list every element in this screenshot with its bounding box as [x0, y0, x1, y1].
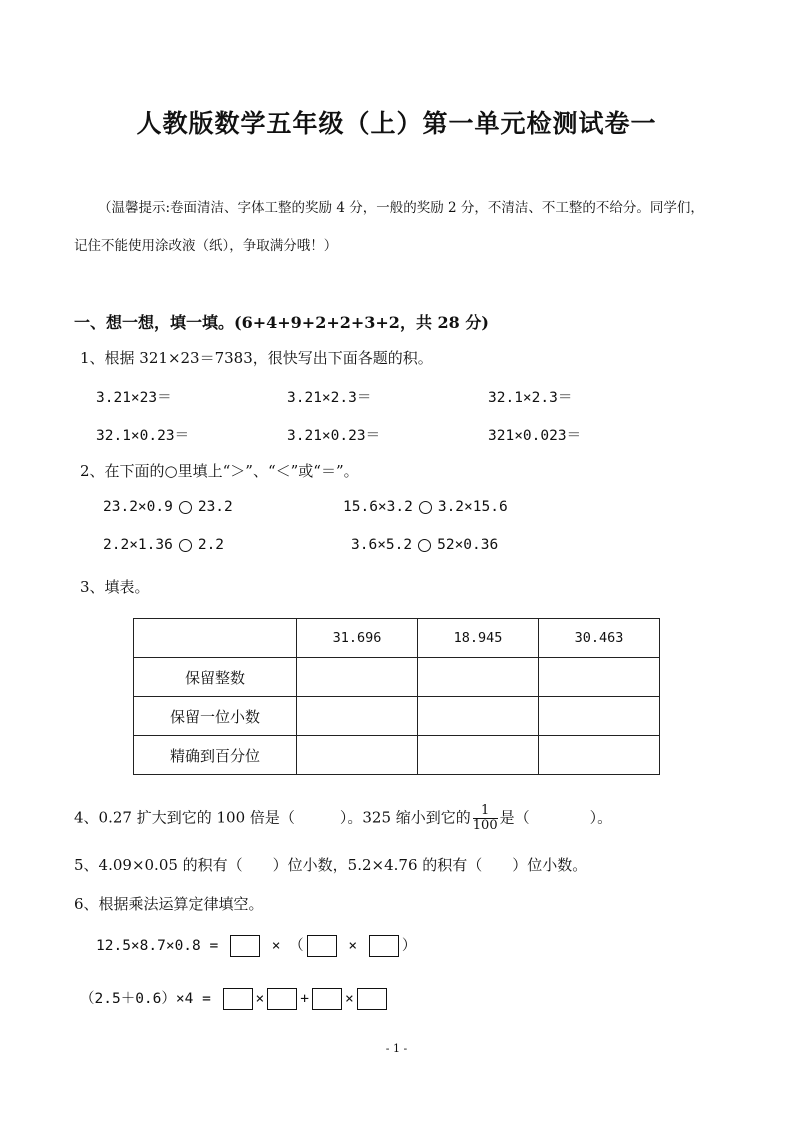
question-4: 4、0.27 扩大到它的 100 倍是（ ）。325 缩小到它的 $\frac{1}{100}$ 是（ ）。 [74, 803, 613, 833]
answer-cell[interactable] [418, 697, 539, 736]
page-number: - 1 - [385, 1042, 408, 1055]
answer-box[interactable] [230, 935, 260, 957]
q6-line-1: 12.5×8.7×0.8 = × （ × ） [96, 934, 416, 957]
table-header-cell: 18.945 [418, 619, 539, 658]
answer-box[interactable] [223, 988, 253, 1010]
table-row [134, 658, 660, 697]
fraction: $\frac{1}{100}$ [472, 803, 498, 833]
row-label: 保留整数 [134, 658, 297, 697]
answer-box[interactable] [307, 935, 337, 957]
compare-circle[interactable] [418, 539, 431, 552]
page-title: 人教版数学五年级（上）第一单元检测试卷一 [136, 109, 657, 138]
q1-item: 3.21×2.3＝ [287, 390, 372, 406]
answer-box[interactable] [357, 988, 387, 1010]
q6-line-2: （2.5＋0.6）×4 = × + × [80, 987, 390, 1010]
question-3: 3、填表。 [80, 578, 150, 596]
compare-circle[interactable] [179, 501, 192, 514]
q1-item: 32.1×0.23＝ [96, 428, 190, 444]
q2-item: 15.6×3.2 3.2×15.6 [343, 499, 508, 515]
q2-item: 23.2×0.9 23.2 [103, 499, 233, 515]
answer-box[interactable] [312, 988, 342, 1010]
q2-item: 3.6×5.2 52×0.36 [351, 537, 499, 553]
question-6: 6、根据乘法运算定律填空。 [74, 895, 264, 913]
answer-cell[interactable] [297, 658, 418, 697]
section-1-heading: 一、想一想，填一填。(6+4+9+2+2+3+2，共 28 分) [74, 313, 489, 332]
answer-box[interactable] [369, 935, 399, 957]
row-label: 保留一位小数 [134, 697, 297, 736]
tip-line-1: （温馨提示:卷面清洁、字体工整的奖励 4 分，一般的奖励 2 分，不清洁、不工整的不给分。同学们， [98, 200, 704, 216]
question-5: 5、4.09×0.05 的积有（ ）位小数，5.2×4.76 的积有（ ）位小数。 [74, 856, 588, 874]
answer-cell[interactable] [418, 736, 539, 775]
q1-item: 3.21×23＝ [96, 390, 172, 406]
rounding-table [133, 618, 660, 775]
table-header-cell: 31.696 [297, 619, 418, 658]
table-header-cell: 30.463 [539, 619, 660, 658]
table-row [134, 697, 660, 736]
compare-circle[interactable] [179, 539, 192, 552]
answer-cell[interactable] [539, 736, 660, 775]
q1-item: 321×0.023＝ [488, 428, 582, 444]
question-1: 1、根据 321×23＝7383，很快写出下面各题的积。 [80, 349, 433, 367]
q2-item: 2.2×1.36 2.2 [103, 537, 225, 553]
answer-box[interactable] [267, 988, 297, 1010]
row-label: 精确到百分位 [134, 736, 297, 775]
answer-cell[interactable] [539, 658, 660, 697]
tip-line-2: 记住不能使用涂改液（纸），争取满分哦！） [74, 238, 338, 254]
answer-cell[interactable] [539, 697, 660, 736]
compare-circle[interactable] [419, 501, 432, 514]
table-header-cell [134, 619, 297, 658]
answer-cell[interactable] [418, 658, 539, 697]
q1-item: 32.1×2.3＝ [488, 390, 573, 406]
question-2: 2、在下面的○里填上“＞”、“＜”或“＝”。 [80, 462, 359, 480]
q1-item: 3.21×0.23＝ [287, 428, 381, 444]
answer-cell[interactable] [297, 697, 418, 736]
answer-cell[interactable] [297, 736, 418, 775]
table-row [134, 736, 660, 775]
